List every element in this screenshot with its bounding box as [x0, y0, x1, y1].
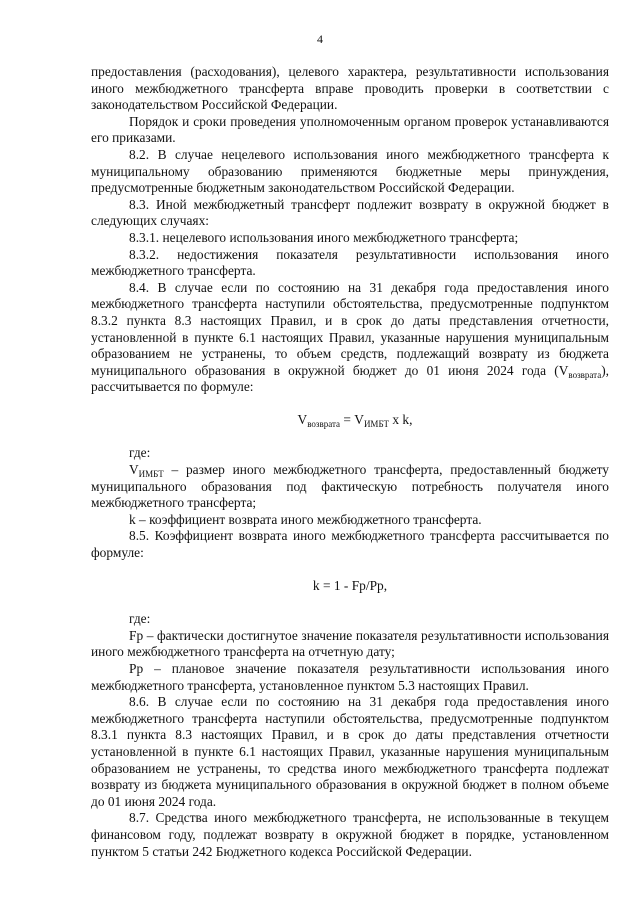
- formula-coefficient: k = 1 - Fp/Pp,: [312, 577, 388, 593]
- formula-v: V: [297, 411, 308, 427]
- definition-pp: Pp – плановое значение показателя результативности использования иного межбюджетного трансферта, установленное пунктом 5.3 настоящих Правил.: [91, 661, 609, 693]
- paragraph-continuation: предоставления (расходования), целевого характера, результативности использования иного межбюджетного трансферта вправе проводить проверки в соответствии с законодательством Российской Федерации.: [91, 64, 609, 113]
- definition-v-text: – размер иного межбюджетного трансферта, предоставленный бюджету муниципального образования под фактическую потребность получателя иного межбюджетного трансферта;: [91, 462, 609, 511]
- paragraph-8-4-text: 8.4. В случае если по состоянию на 31 декабря года предоставления иного межбюджетного трансферта наступили обстоятельства, предусмотренные подпунктом 8.3.2 пункта 8.3 настоящих Правил, и в срок до даты представления отчетности, установленной в пункте 6.1 настоящих Правил, указанные нарушения муниципальным образованием не устранены, то объем средств, подлежащий возврату из бюджета муниципального образования в окружной бюджет до 01 июня 2024 года (V: [91, 279, 609, 378]
- paragraph-8-6: 8.6. В случае если по состоянию на 31 декабря года предоставления иного межбюджетного трансферта наступили обстоятельства, предусмотренные подпунктом 8.3.1 пункта 8.3 настоящих Правил, и в срок до даты представления отчетности установленной в пункте 6.1 настоящих Правил, указанные нарушения муниципальным образованием не устранены, то средства иного межбюджетного трансферта подлежат возврату из бюджета муниципального образования в окружной бюджет в полном объеме до 01 июня 2024 года.: [91, 694, 609, 809]
- formula-tail: x k,: [389, 411, 413, 427]
- where-label-2: где:: [129, 611, 151, 627]
- paragraph-8-5: 8.5. Коэффициент возврата иного межбюджетного трансферта рассчитывается по формуле:: [91, 528, 609, 561]
- definition-subscript-imbt: ИМБТ: [138, 469, 164, 480]
- page-number: 4: [317, 32, 323, 46]
- subscript-return: возврата: [568, 369, 602, 380]
- formula-equals: = V: [340, 411, 364, 427]
- paragraph-8-3-2: 8.3.2. недостижения показателя результативности использования иного межбюджетного трансферта.: [91, 246, 609, 279]
- paragraph-inspection-order: Порядок и сроки проведения уполномоченным органом проверок устанавливаются его приказами.: [91, 113, 609, 146]
- document-body: [91, 64, 609, 860]
- definition-v-imbt: [91, 462, 609, 512]
- paragraph-8-4-end: ), рассчитывается по формуле:: [91, 362, 609, 395]
- formula-subscript-return: возврата: [307, 418, 341, 429]
- definition-k: k – коэффициент возврата иного межбюджетного трансферта.: [129, 511, 482, 527]
- where-label-1: где:: [129, 445, 151, 461]
- paragraph-8-2: 8.2. В случае нецелевого использования иного межбюджетного трансферта к муниципальному образованию применяются бюджетные меры принуждения, предусмотренные бюджетным законодательством Российской Федерации.: [91, 146, 609, 196]
- paragraph-8-4: [91, 280, 609, 396]
- definition-fp: Fp – фактически достигнутое значение показателя результативности использования иного межбюджетного трансферта на отчетную дату;: [91, 627, 609, 660]
- paragraph-8-3: 8.3. Иной межбюджетный трансферт подлежит возврату в окружной бюджет в следующих случаях:: [91, 196, 609, 229]
- formula-subscript-imbt: ИМБТ: [363, 418, 389, 429]
- definition-v: V: [129, 462, 139, 478]
- paragraph-8-3-1: 8.3.1. нецелевого использования иного межбюджетного трансферта;: [129, 229, 519, 245]
- formula-return-volume: [91, 412, 609, 429]
- paragraph-8-7: 8.7. Средства иного межбюджетного трансферта, не использованные в текущем финансовом году, подлежат возврату в окружной бюджет в порядке, установленном пунктом 5 статьи 242 Бюджетного кодекса Российской Федерации.: [91, 810, 609, 859]
